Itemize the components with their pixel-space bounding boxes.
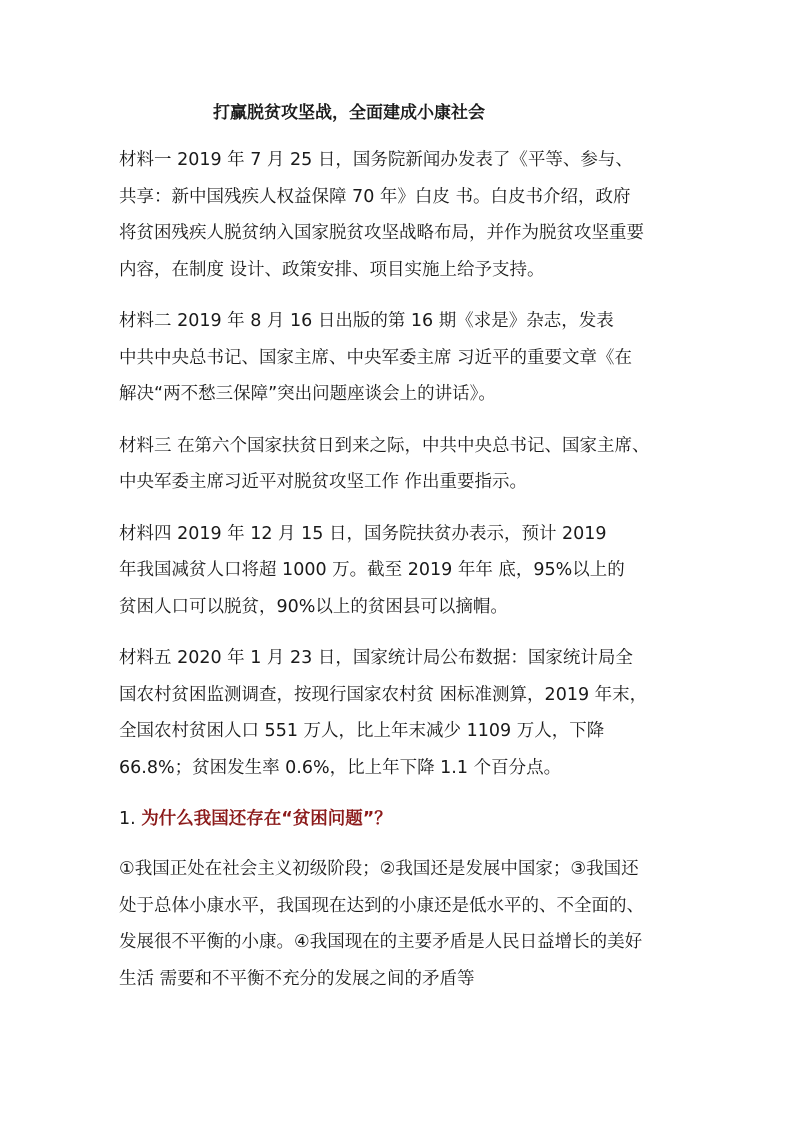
text-line: 贫困人口可以脱贫，90%以上的贫困县可以摘帽。: [119, 596, 508, 617]
text-line: 材料四 2019 年 12 月 15 日，国务院扶贫办表示，预计 2019: [119, 523, 607, 544]
text-line: 材料二 2019 年 8 月 16 日出版的第 16 期《求是》杂志，发表: [119, 311, 614, 331]
text-line: 全国农村贫困人口 551 万人，比上年末减少 1109 万人，下降: [119, 721, 605, 741]
text-line: ①我国正处在社会主义初级阶段；②我国还是发展中国家；③我国还: [119, 859, 639, 879]
text-line: 内容，在制度 设计、政策安排、项目实施上给予支持。: [119, 259, 545, 280]
material-5: [119, 640, 684, 786]
question-text: 为什么我国还存在“贫困问题”？: [141, 809, 392, 829]
text-line: 材料五 2020 年 1 月 23 日，国家统计局公布数据：国家统计局全: [119, 648, 633, 668]
text-line: 生活 需要和不平衡不充分的发展之间的矛盾等: [119, 968, 475, 989]
text-line: 处于总体小康水平，我国现在达到的小康还是低水平的、不全面的、: [119, 895, 644, 916]
text-line: 中共中央总书记、国家主席、中央军委主席 习近平的重要文章《在: [119, 347, 633, 368]
text-line: 将贫困残疾人脱贫纳入国家脱贫攻坚战略布局，并作为脱贫攻坚重要: [119, 223, 644, 243]
text-line: 材料三 在第六个国家扶贫日到来之际，中共中央总书记、国家主席、: [119, 435, 650, 456]
question-1: [119, 801, 684, 837]
text-line: 中央军委主席习近平对脱贫攻坚工作 作出重要指示。: [119, 472, 528, 492]
material-4: [119, 516, 684, 626]
material-3: [119, 428, 684, 501]
text-line: 年我国减贫人口将超 1000 万。截至 2019 年年 底，95%以上的: [119, 560, 625, 580]
material-1: [119, 142, 684, 288]
text-line: 共享：新中国残疾人权益保障 70 年》白皮 书。白皮书介绍，政府: [119, 186, 631, 207]
question-number: 1.: [119, 809, 136, 829]
text-line: 发展很不平衡的小康。④我国现在的主要矛盾是人民日益增长的美好: [119, 932, 643, 952]
text-line: 66.8%；贫困发生率 0.6%，比上年下降 1.1 个百分点。: [119, 757, 562, 778]
material-2: [119, 303, 684, 413]
text-line: 解决“两不愁三保障”突出问题座谈会上的讲话》。: [119, 384, 496, 404]
answer-1: [119, 851, 684, 997]
text-line: 国农村贫困监测调查，按现行国家农村贫 困标准测算，2019 年末，: [119, 684, 648, 705]
document-title: 打赢脱贫攻坚战，全面建成小康社会: [213, 103, 485, 123]
text-line: 材料一 2019 年 7 月 25 日，国务院新闻办发表了《平等、参与、: [119, 150, 633, 170]
